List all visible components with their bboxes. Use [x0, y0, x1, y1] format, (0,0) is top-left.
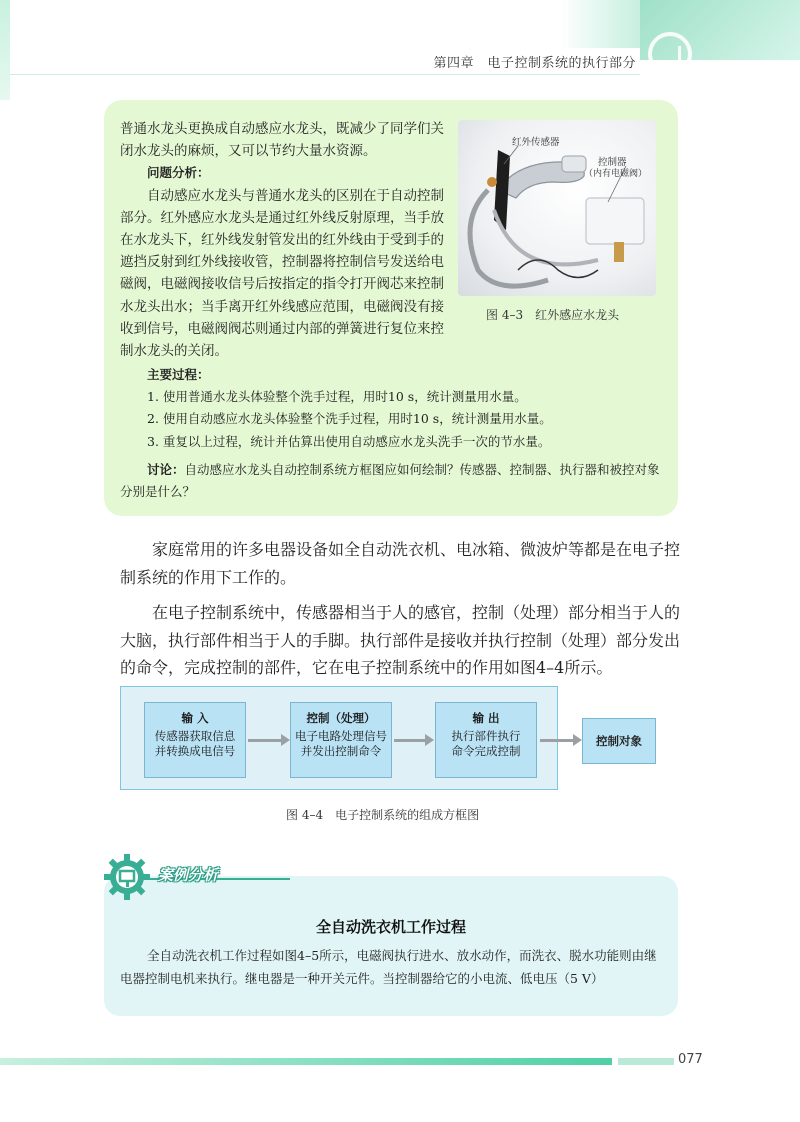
case-title: 全自动洗衣机工作过程 — [315, 918, 466, 936]
control-title: 控制（处理） — [306, 711, 376, 725]
arrow-right-icon — [394, 739, 426, 742]
discussion-label: 讨论： — [147, 461, 185, 477]
photo-caption: 图 4–3 红外感应水龙头 — [486, 308, 620, 322]
process-step: 3. 重复以上过程，统计并估算出使用自动感应水龙头洗手一次的节水量。 — [147, 433, 551, 449]
diagram-target-box: 控制对象 — [582, 718, 656, 764]
case-text — [120, 944, 665, 990]
discussion-text: 自动感应水龙头自动控制系统方框图应如何绘制？传感器、控制器、执行器和被控对象分别是什么？ — [120, 461, 660, 500]
discussion — [120, 459, 660, 503]
main-body — [120, 536, 680, 682]
output-line: 命令完成控制 — [451, 744, 521, 758]
process-step: 1. 使用普通水龙头体验整个洗手过程，用时10 s，统计测量用水量。 — [147, 389, 527, 405]
case-label: 案例分析 — [158, 866, 219, 884]
chapter-logo-icon — [648, 32, 692, 76]
process-step: 2. 使用自动感应水龙头体验整个洗手过程，用时10 s，统计测量用水量。 — [147, 411, 552, 427]
left-decor-strip — [0, 0, 10, 100]
diagram-output-box — [435, 702, 537, 778]
input-line: 传感器获取信息 — [154, 729, 236, 743]
arrow-right-icon — [248, 739, 282, 742]
case-paragraph: 全自动洗衣机工作过程如图4–5所示，电磁阀执行进水、放水动作，而洗衣、脱水功能则由继电器控制电机来执行。继电器是一种开关元件。当控制器给它的小电流、低电压（5 V） — [120, 948, 657, 986]
label-sensor: 红外传感器 — [512, 137, 560, 148]
footer-bar — [0, 1058, 612, 1065]
inquiry-text-column — [120, 118, 452, 362]
chapter-header: 第四章 电子控制系统的执行部分 — [433, 56, 636, 71]
diagram-caption: 图 4–4 电子控制系统的组成方框图 — [286, 808, 480, 822]
control-line: 电子电路处理信号 — [295, 729, 387, 743]
input-title: 输 入 — [181, 711, 209, 725]
control-line: 并发出控制命令 — [300, 744, 382, 758]
header-band — [560, 0, 640, 48]
label-controller: 控制器 — [598, 157, 627, 168]
header-rule — [10, 74, 640, 75]
analysis-label: 问题分析： — [147, 165, 210, 181]
gear-icon — [102, 852, 152, 902]
page-number: 077 — [678, 1052, 703, 1067]
output-title: 输 出 — [472, 711, 500, 725]
analysis-text: 自动感应水龙头与普通水龙头的区别在于自动控制部分。红外感应水龙头是通过红外线反射原理，当手放在水龙头下，红外线发射管发出的红外线由于受到手的遮挡反射到红外线接收管，控制器将控制信号发送给电磁阀，电磁阀接收信号后按指定的指令打开阀芯来控制水龙头出水；当手离开红外线感应范围，电磁阀没有接收到信号，电磁阀阀芯则通过内部的弹簧进行复位来控制水龙头的关闭。 — [120, 187, 444, 360]
body-paragraph: 在电子控制系统中，传感器相当于人的感官，控制（处理）部分相当于人的大脑，执行部件相当于人的手脚。执行部件是接收并执行控制（处理）部分发出的命令，完成控制的部件，它在电子控制系统中的作用如图4–4所示。 — [120, 603, 681, 677]
inquiry-process — [120, 364, 660, 503]
inquiry-intro: 普通水龙头更换成自动感应水龙头，既减少了同学们关闭水龙头的麻烦，又可以节约大量水资源。 — [120, 121, 444, 160]
diagram-input-box — [144, 702, 246, 778]
diagram-control-box — [290, 702, 392, 778]
body-paragraph: 家庭常用的许多电器设备如全自动洗衣机、电冰箱、微波炉等都是在电子控制系统的作用下工作的。 — [120, 540, 681, 587]
process-label: 主要过程： — [147, 367, 210, 382]
label-controller-sub: （内有电磁阀） — [584, 169, 648, 179]
output-line: 执行部件执行 — [451, 729, 521, 743]
arrow-right-icon — [540, 739, 574, 742]
input-line: 并转换成电信号 — [154, 744, 236, 758]
footer-bar-segment — [618, 1058, 674, 1065]
